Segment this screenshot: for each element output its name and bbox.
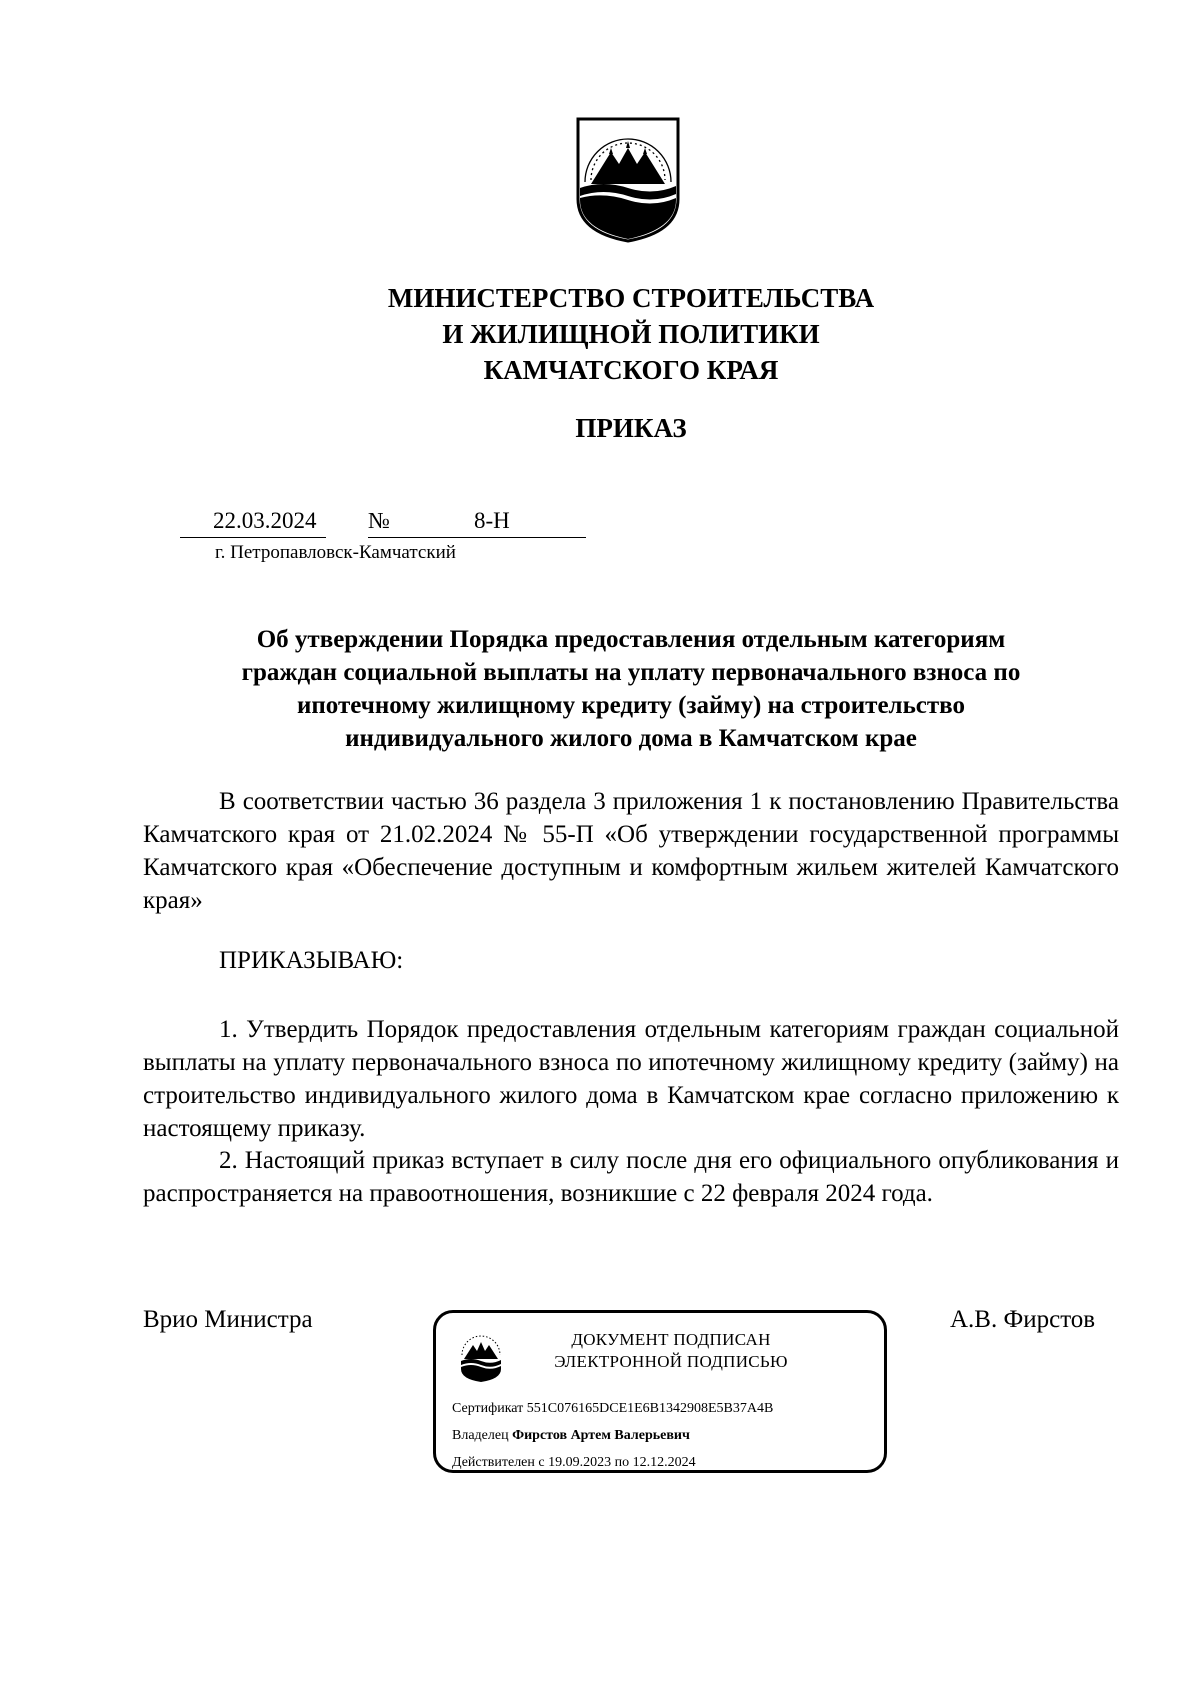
subject-line-2: граждан социальной выплаты на уплату первоначального взноса по <box>241 659 1021 686</box>
ministry-name <box>0 280 1200 388</box>
document-date: 22.03.2024 <box>213 508 317 533</box>
basis-paragraph: В соответствии частью 36 раздела 3 приложения 1 к постановлению Правительства Камчатского края от 21.02.2024 № 55-П «Об утверждении государственной программы Камчатского края «Обеспечение доступным и комфортным жильем жителей Камчатского края» <box>143 788 1119 914</box>
valid-to-value: 12.12.2024 <box>632 1455 696 1470</box>
ministry-line-2: И ЖИЛИЩНОЙ ПОЛИТИКИ <box>442 319 820 349</box>
document-subject <box>140 623 1122 755</box>
document-type: ПРИКАЗ <box>575 413 687 443</box>
stamp-title <box>516 1329 826 1373</box>
meta-underline <box>180 537 586 538</box>
stamp-owner <box>452 1427 690 1445</box>
subject-line-1: Об утверждении Порядка предоставления отдельным категориям <box>256 626 1006 653</box>
electronic-signature-stamp <box>433 1310 887 1473</box>
number-sign: № <box>368 508 390 533</box>
ministry-line-1: МИНИСТЕРСТВО СТРОИТЕЛЬСТВА <box>387 283 875 313</box>
owner-label: Владелец <box>452 1428 509 1443</box>
document-number: 8-Н <box>474 508 510 533</box>
stamp-title-line-2: ЭЛЕКТРОННОЙ ПОДПИСЬЮ <box>554 1352 788 1371</box>
stamp-validity <box>452 1454 696 1472</box>
owner-value: Фирстов Артем Валерьевич <box>512 1428 690 1443</box>
stamp-certificate <box>452 1400 773 1418</box>
certificate-label: Сертификат <box>452 1401 524 1416</box>
stamp-title-line-1: ДОКУМЕНТ ПОДПИСАН <box>571 1330 771 1349</box>
valid-from-label: Действителен с <box>452 1455 545 1470</box>
certificate-value: 551C076165DCE1E6B1342908E5B37A4B <box>526 1401 774 1416</box>
order-item-1: 1. Утвердить Порядок предоставления отдельным категориям граждан социальной выплаты на уплату первоначального взноса по ипотечному жилищному кредиту (займу) на строительство индивидуального жилого дома в Камчатском крае согласно приложению к настоящему приказу. <box>143 1016 1119 1142</box>
stamp-emblem-icon <box>456 1327 506 1383</box>
valid-from-value: 19.09.2023 <box>548 1455 612 1470</box>
order-word: ПРИКАЗЫВАЮ: <box>219 947 404 974</box>
signer-name: А.В. Фирстов <box>950 1306 1096 1333</box>
valid-to-label: по <box>614 1455 630 1470</box>
signer-position: Врио Министра <box>143 1306 313 1333</box>
coat-of-arms-emblem <box>573 114 683 244</box>
subject-line-4: индивидуального жилого дома в Камчатском крае <box>345 725 917 752</box>
subject-line-3: ипотечному жилищному кредиту (займу) на строительство <box>297 692 965 719</box>
order-item-2: 2. Настоящий приказ вступает в силу после дня его официального опубликования и распространяется на правоотношения, возникшие с 22 февраля 2024 года. <box>143 1147 1119 1207</box>
ministry-line-3: КАМЧАТСКОГО КРАЯ <box>483 355 779 385</box>
city-name: г. Петропавловск-Камчатский <box>215 542 456 563</box>
meta-underline-gap <box>326 537 368 538</box>
